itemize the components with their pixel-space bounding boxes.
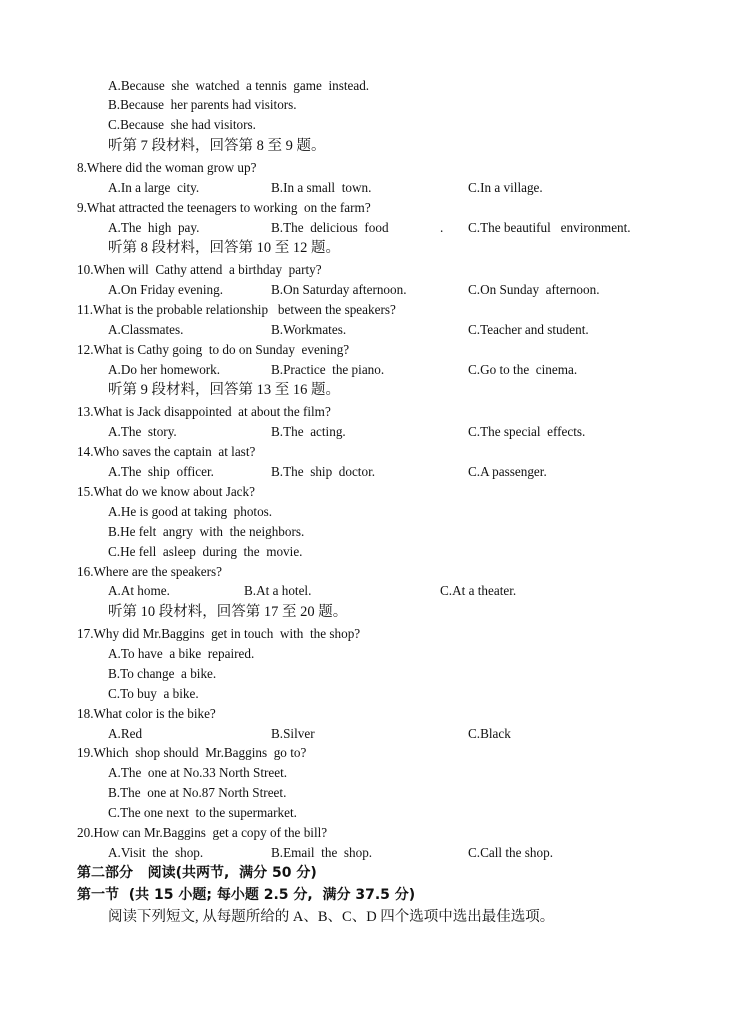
option-line: A.Visit the shop. xyxy=(108,845,204,860)
option-line: C.The one next to the supermarket. xyxy=(108,805,297,820)
option-line: C.Call the shop. xyxy=(468,845,553,860)
option-line: B.At a hotel. xyxy=(244,583,312,598)
option-line: B.The delicious food xyxy=(271,220,389,235)
question-line: 16.Where are the speakers? xyxy=(77,564,222,579)
option-line: A.On Friday evening. xyxy=(108,282,224,297)
option-line: B.Workmates. xyxy=(271,322,347,337)
question-line: 19.Which shop should Mr.Baggins go to? xyxy=(77,745,307,760)
option-line: A.Classmates. xyxy=(108,322,184,337)
option-line: A.The high pay. xyxy=(108,220,200,235)
question-line: 13.What is Jack disappointed at about the film? xyxy=(77,404,331,419)
question-line: 14.Who saves the captain at last? xyxy=(77,444,256,459)
option-line: C.Black xyxy=(468,726,511,741)
option-line: C.Teacher and student. xyxy=(468,322,589,337)
section-instruction: 听第 8 段材料，回答第 10 至 12 题。 xyxy=(108,240,340,256)
option-line: B.Silver xyxy=(271,726,315,741)
option-line: A.At home. xyxy=(108,583,170,598)
question-line: 11.What is the probable relationship between the speakers? xyxy=(77,302,396,317)
question-line: 15.What do we know about Jack? xyxy=(77,484,255,499)
question-line: 9.What attracted the teenagers to working on the farm? xyxy=(77,200,371,215)
option-line: C.The special effects. xyxy=(468,424,586,439)
question-line: 12.What is Cathy going to do on Sunday evening? xyxy=(77,342,350,357)
option-line: C.Because she had visitors. xyxy=(108,117,256,132)
question-line: 18.What color is the bike? xyxy=(77,706,216,721)
section-instruction: 听第 9 段材料，回答第 13 至 16 题。 xyxy=(108,382,340,398)
stray-mark: . xyxy=(440,220,444,235)
option-line: C.In a village. xyxy=(468,180,543,195)
option-line: C.To buy a bike. xyxy=(108,686,199,701)
reading-instruction: 阅读下列短文, 从每题所给的 A、B、C、D 四个选项中选出最佳选项。 xyxy=(108,909,555,925)
option-line: B.On Saturday afternoon. xyxy=(271,282,407,297)
section-instruction: 听第 7 段材料，回答第 8 至 9 题。 xyxy=(108,138,326,154)
option-line: C.The beautiful environment. xyxy=(468,220,631,235)
option-line: A.Because she watched a tennis game instead. xyxy=(108,78,370,93)
option-line: C.On Sunday afternoon. xyxy=(468,282,600,297)
option-line: A.In a large city. xyxy=(108,180,200,195)
option-line: B.To change a bike. xyxy=(108,666,217,681)
option-line: C.He fell asleep during the movie. xyxy=(108,544,303,559)
option-line: C.Go to the cinema. xyxy=(468,362,578,377)
section-one-heading: 第一节 (共 15 小题; 每小题 2.5 分, 满分 37.5 分) xyxy=(77,887,416,903)
option-line: A.The one at No.33 North Street. xyxy=(108,765,288,780)
option-line: B.He felt angry with the neighbors. xyxy=(108,524,305,539)
option-line: A.The ship officer. xyxy=(108,464,214,479)
option-line: B.In a small town. xyxy=(271,180,372,195)
part-two-heading: 第二部分 阅读(共两节, 满分 50 分) xyxy=(77,865,317,881)
option-line: B.Email the shop. xyxy=(271,845,373,860)
option-line: A.Do her homework. xyxy=(108,362,221,377)
option-line: B.The ship doctor. xyxy=(271,464,376,479)
option-line: B.Practice the piano. xyxy=(271,362,385,377)
question-line: 20.How can Mr.Baggins get a copy of the bill? xyxy=(77,825,328,840)
option-line: A.To have a bike repaired. xyxy=(108,646,255,661)
option-line: C.At a theater. xyxy=(440,583,517,598)
question-line: 8.Where did the woman grow up? xyxy=(77,160,257,175)
section-instruction: 听第 10 段材料，回答第 17 至 20 题。 xyxy=(108,604,348,620)
option-line: B.The one at No.87 North Street. xyxy=(108,785,287,800)
question-line: 17.Why did Mr.Baggins get in touch with the shop? xyxy=(77,626,361,641)
option-line: C.A passenger. xyxy=(468,464,547,479)
option-line: B.The acting. xyxy=(271,424,346,439)
option-line: B.Because her parents had visitors. xyxy=(108,97,297,112)
option-line: A.The story. xyxy=(108,424,177,439)
option-line: A.He is good at taking photos. xyxy=(108,504,273,519)
option-line: A.Red xyxy=(108,726,143,741)
question-line: 10.When will Cathy attend a birthday party? xyxy=(77,262,322,277)
